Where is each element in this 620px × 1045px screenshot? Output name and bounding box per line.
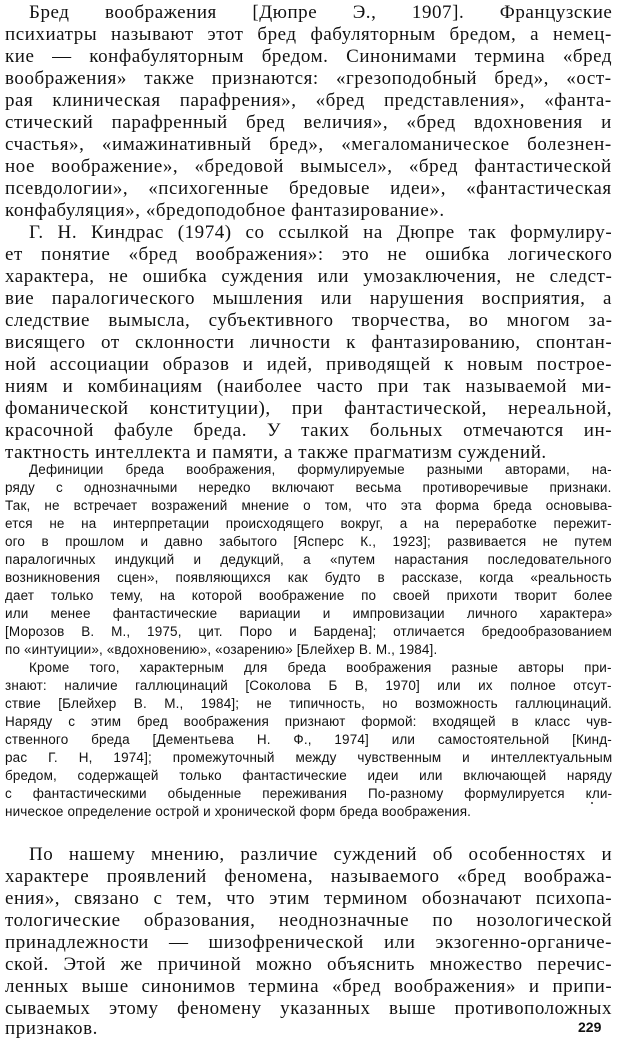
main-paragraph-2-line: Г. Н. Киндрас (1974) со ссылкой на Дюпре так формулиру- (29, 222, 613, 243)
main-paragraph-3-line: ской. Этой же причиной можно объяснить множество перечис- (5, 954, 613, 975)
main-paragraph-2-line: характера, не ошибка суждения или умозаключения, не следст- (5, 266, 613, 287)
fine-print-paragraph-2-line: Наряду с этим бред воображения признают формой: входящей в класс чув- (5, 714, 613, 729)
main-paragraph-2-line: вие паралогического мышления или нарушения восприятия, а (5, 288, 612, 309)
main-paragraph-2-line: ной ассоциации образов и идей, приводящей к новым построе- (5, 354, 613, 375)
main-paragraph-2-line: тактность интеллекта и памяти, а также прагматизм суждений. (5, 442, 547, 463)
main-paragraph-3-line: По нашему мнению, различие суждений об особенностях и (29, 844, 613, 865)
main-paragraph-3-line: ленных выше синонимов термина «бред воображения» и припи- (5, 976, 613, 997)
main-paragraph-1-line: ное воображение», «бредовой вымысел», «бред фантастической (5, 156, 612, 177)
main-paragraph-1-line: рая клиническая парафрения», «бред представления», «фанта- (5, 90, 612, 111)
main-paragraph-3-line: признаков. (5, 1018, 98, 1039)
fine-print-paragraph-2-line: Кроме того, характерным для бреда воображения разные авторы при- (29, 660, 612, 675)
fine-print-paragraph-1-line: дает только тему, на которой воображение по своей прихоти творит более (5, 588, 613, 603)
main-paragraph-3-line: сываемых этому феномену указанных выше противоположных (5, 998, 613, 1019)
fine-print-paragraph-1-line: паралогичных индукций и дедукций, а «путем нарастания последовательного (5, 552, 612, 567)
fine-print-paragraph-2-line: бредом, содержащей только фантастические идеи или включающей наряду (5, 768, 613, 783)
fine-print-paragraph-2-line: рас Г. Н, 1974]; промежуточный между чувственным и интеллектуальным (5, 750, 613, 765)
main-paragraph-1-line: психиатры называют этот бред фабуляторным бредом, а немец- (5, 24, 612, 45)
page-number: 229 (578, 1019, 602, 1035)
fine-print-paragraph-2-line: ственного бреда [Дементьева Н. Ф., 1974] или самостоятельной [Кинд- (5, 732, 612, 747)
main-paragraph-2-line: красочной фабуле бреда. У таких больных отмечаются ин- (5, 420, 613, 441)
main-paragraph-1-line: стический парафренный бред величия», «бред вдохновения и (5, 112, 612, 133)
main-paragraph-3-line: ения», связано с тем, что этим термином обозначают психопа- (5, 888, 613, 909)
main-paragraph-2-line: висящего от склонности личности к фантазированию, спонтан- (5, 332, 613, 353)
main-paragraph-1-line: воображения» также признаются: «грезоподобный бред», «ост- (5, 68, 612, 89)
main-paragraph-1-line: кие — конфабуляторным бредом. Синонимами термина «бред (5, 46, 613, 67)
fine-print-paragraph-2-line: с фантастическими обыденные переживания По-разному формулируется кли- (5, 786, 613, 801)
fine-print-paragraph-1-line: ого в прошлом и давно забытого [Ясперс К., 1923]; развивается не путем (5, 534, 612, 549)
main-paragraph-2-line: следствие вымысла, субъективного творчества, во многом за- (5, 310, 613, 331)
main-paragraph-3-line: тологические образования, неоднозначные по нозологической (5, 910, 613, 931)
fine-print-paragraph-1-line: ется не на интерпретации происходящего вокруг, а на переработке пережит- (5, 516, 612, 531)
fine-print-paragraph-2-line: знают: наличие галлюцинаций [Соколова Б В, 1970] или их полное отсут- (5, 678, 612, 693)
fine-print-paragraph-1-line: Так, не встречает возражений мнение о том, что эта форма бреда основыва- (5, 498, 613, 513)
main-paragraph-2-line: фоманической конституции), при фантастической, нереальной, (5, 398, 613, 419)
fine-print-paragraph-2-line: ствие [Блейхер В. М., 1984]; не типичность, но возможность галлюцинаций. (5, 696, 612, 711)
fine-print-paragraph-1-line: Дефиниции бреда воображения, формулируемые разными авторами, на- (29, 462, 612, 477)
fine-print-paragraph-1-line: по «интуиции», «вдохновению», «озарению» [Блейхер В. М., 1984]. (5, 642, 438, 657)
main-paragraph-3-line: характере проявлений феномена, называемого «бред вообража- (5, 866, 613, 887)
fine-print-paragraph-1-line: ряду с однозначными нередко включают весьма противоречивые признаки. (5, 480, 612, 495)
fine-print-paragraph-1-line: [Морозов В. М., 1975, цит. Поро и Бардена]; отличается бредообразованием (5, 624, 612, 639)
main-paragraph-1-line: конфабуляция», «бредоподобное фантазирование». (5, 200, 445, 221)
main-paragraph-3-line: принадлежности — шизофренической или экзогенно-органиче- (5, 932, 612, 953)
main-paragraph-2-line: ниям и комбинациям (наиболее часто при так называемой ми- (5, 376, 612, 397)
main-paragraph-1-line: Бред воображения [Дюпре Э., 1907]. Французские (29, 2, 613, 23)
fine-print-paragraph-1-line: возникновения сцен», появляющихся как будто в рассказе, когда «реальность (5, 570, 612, 585)
ink-speck (591, 802, 593, 804)
main-paragraph-1-line: псевдологии», «психогенные бредовые идеи», «фантастическая (5, 178, 612, 199)
fine-print-paragraph-1-line: или менее фантастические вариации и импровизации личного характера» (5, 606, 613, 621)
main-paragraph-1-line: счастья», «имажинативный бред», «мегаломаническое болезнен- (5, 134, 612, 155)
fine-print-paragraph-2-line: ническое определение острой и хронической форм бреда воображения. (5, 804, 472, 819)
main-paragraph-2-line: ет понятие «бред воображения»: это не ошибка логического (5, 244, 613, 265)
